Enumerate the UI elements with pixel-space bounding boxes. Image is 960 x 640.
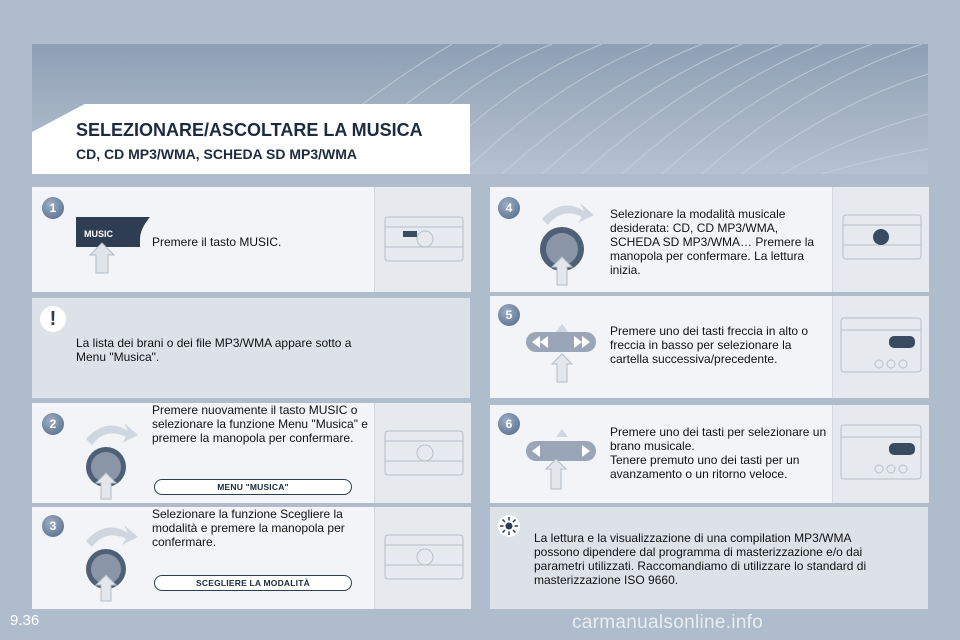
step-5-text: Premere uno dei tasti freccia in alto o freccia in basso per selezionare la cartella successiva/precedente. (610, 324, 809, 366)
music-button-icon (70, 209, 152, 275)
arrow-keys-icon (520, 320, 604, 390)
step-2-text: Premere nuovamente il tasto MUSIC o selezionare la funzione Menu "Musica" e premere la manopola per confermare. (152, 403, 368, 445)
step-4-badge: 4 (498, 197, 520, 219)
step-1-badge: 1 (42, 197, 64, 219)
step-2-radio-thumbnail (374, 403, 471, 503)
step-4-text: Selezionare la modalità musicale desiderata: CD, CD MP3/WMA, SCHEDA SD MP3/WMA… Premere la manopola per confermare. La lettura inizia. (610, 207, 815, 277)
step-4-radio-thumbnail (832, 187, 929, 292)
step-5-panel (490, 296, 928, 398)
step-6-panel (490, 405, 928, 503)
watermark: carmanualsonline.info (572, 612, 764, 633)
step-3-text: Selezionare la funzione Scegliere la modalità e premere la manopola per confermare. (152, 507, 345, 549)
page-subtitle: CD, CD MP3/WMA, SCHEDA SD MP3/WMA (76, 146, 358, 162)
radio-panel-icon (833, 405, 929, 503)
step-1-text: Premere il tasto MUSIC. (152, 235, 282, 249)
step-2-panel (32, 403, 470, 503)
step-6-badge: 6 (498, 413, 520, 435)
radio-panel-icon (833, 187, 929, 292)
step-2-badge: 2 (42, 413, 64, 435)
step-5-badge: 5 (498, 304, 520, 326)
step-1-radio-thumbnail (374, 187, 471, 292)
warning-icon: ! (40, 306, 66, 332)
rotary-knob-icon (532, 197, 602, 289)
arrow-keys-icon (520, 423, 604, 495)
step-3-radio-thumbnail (374, 507, 471, 609)
page-number: 9.36 (10, 612, 40, 629)
rotary-knob-icon (76, 519, 146, 605)
step-6-radio-thumbnail (832, 405, 929, 503)
page-title: SELEZIONARE/ASCOLTARE LA MUSICA (76, 120, 423, 140)
rotary-knob-icon (76, 417, 146, 501)
step-3-panel (32, 507, 470, 609)
radio-panel-icon (833, 296, 929, 398)
menu-musica-label: MENU "MUSICA" (154, 479, 352, 495)
step-3-badge: 3 (42, 515, 64, 537)
tip-panel (490, 507, 928, 609)
step-1-panel (32, 187, 470, 292)
step-5-radio-thumbnail (832, 296, 929, 398)
sun-icon (498, 515, 520, 537)
step-6-text: Premere uno dei tasti per selezionare un brano musicale. Tenere premuto uno dei tasti per un avanzamento o un ritorno veloce. (610, 425, 827, 481)
scegliere-modalita-label: SCEGLIERE LA MODALITÀ (154, 575, 352, 591)
radio-panel-icon (375, 507, 471, 609)
radio-panel-icon (375, 403, 471, 503)
warning-text: La lista dei brani o dei file MP3/WMA appare sotto a Menu "Musica". (76, 336, 352, 364)
warning-panel (32, 298, 470, 398)
tip-text: La lettura e la visualizzazione di una compilation MP3/WMA possono dipendere dal programma di masterizzazione e/o dai parametri utilizzati. Raccomandiamo di utilizzare lo standard di masterizzazione ISO 9660. (534, 531, 867, 587)
svg-text:MUSIC: MUSIC (84, 229, 113, 239)
step-4-panel (490, 187, 928, 292)
radio-panel-icon (375, 187, 471, 292)
